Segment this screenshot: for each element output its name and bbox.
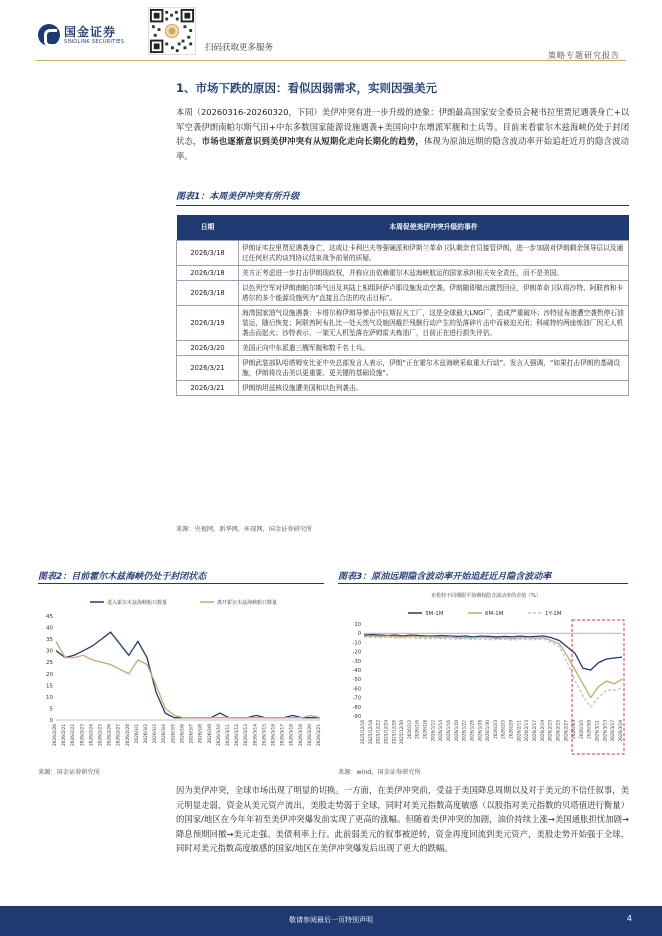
x-tick-label: 2026/3/6 [180, 724, 186, 744]
logo-cn: 国金证券 [64, 24, 117, 39]
fig1-title: 图表1：本周美伊冲突有所升级 [176, 192, 300, 202]
x-tick-label: 2026/3/4 [162, 724, 168, 744]
x-tick-label: 2026/1/30 [485, 720, 491, 742]
row-date: 2026/3/21 [177, 380, 239, 395]
y-tick-label: -40 [352, 668, 361, 674]
fig2-rule [38, 583, 324, 584]
y-tick-label: 15 [46, 683, 53, 690]
report-type: 策略专题研究报告 [548, 51, 620, 60]
x-tick-label: 2026/1/20 [453, 720, 459, 742]
x-tick-label: 2026/3/1 [134, 724, 140, 744]
legend-label: 6M-1M [485, 611, 504, 617]
chart-subtitle: 布伦特不同期限平值期权隐含波动率的差值（%） [431, 593, 541, 599]
fig1-source: 来源：央视网，新华网，环球网，国金证券研究所 [176, 526, 313, 533]
row-event: 伊朗武装部队哈塔姆安比亚中央总部发言人表示，伊朗“正在霍尔木兹海峡采取重大行动”。发言人强调，“如果打击伊朗的基础设施，伊朗将攻击美以更重要、更关键的基础设施”。 [239, 355, 629, 380]
section-title: 1、市场下跌的原因：看似因弱需求，实则因强美元 [176, 81, 437, 95]
col-event-header: 本周促使美伊冲突升级的事件 [239, 215, 629, 240]
series-line-3m-1m [364, 635, 622, 670]
x-tick-label: 2025/12/16 [360, 720, 365, 745]
x-tick-label: 2026/3/11 [594, 720, 600, 742]
x-tick-label: 2026/3/18 [289, 724, 295, 747]
qr-hint: 扫码获取更多服务 [205, 43, 274, 53]
disclaimer-link[interactable]: 敬请参阅最后一页特别声明 [289, 916, 373, 924]
y-tick-label: -80 [352, 704, 361, 711]
fig3-title: 图表3：原油远期隐含波动率开始追赶近月隐含波动率 [338, 572, 552, 582]
row-date: 2026/3/18 [177, 280, 239, 305]
x-tick-label: 2026/3/3 [571, 720, 577, 739]
company-logo [38, 24, 124, 46]
y-tick-label: 30 [46, 648, 53, 655]
x-tick-label: 2026/1/28 [477, 720, 483, 742]
row-event: 伊朗证实拉里贾尼遇袭身亡，这或让卡利巴夫等强硬派和伊斯兰革命卫队剩余官员接管伊朗，进一步加剧对伊朗剩余领导层以及通过任何形式的谈判协议结束战争前景的质疑。 [239, 240, 629, 265]
x-tick-label: 2026/2/23 [80, 724, 86, 747]
x-tick-label: 2026/1/16 [446, 720, 451, 742]
x-tick-label: 2026/1/12 [430, 720, 436, 742]
x-tick-label: 2025/12/24 [383, 720, 389, 745]
x-tick-label: 2026/1/6 [414, 720, 420, 739]
col-date-header: 日期 [177, 215, 239, 240]
x-tick-label: 2026/1/8 [422, 720, 428, 739]
x-tick-label: 2026/1/14 [438, 720, 444, 742]
x-tick-label: 2026/3/5 [171, 724, 177, 744]
y-tick-label: -20 [352, 649, 361, 656]
y-tick-label: 45 [46, 614, 53, 620]
x-tick-label: 2025/12/18 [367, 720, 373, 745]
y-tick-label: 10 [46, 694, 53, 701]
table-row [177, 340, 629, 355]
x-tick-label: 2026/2/27 [116, 724, 122, 747]
row-event: 海湾国家油气设施遇袭：卡塔尔称伊朗导弹击中拉斯拉凡工厂，这是全球最大LNG厂，造成严重破坏；沙特延布港遭空袭暂停石油装运，随后恢复；阿联酋阿布扎比一处天然气设施因截拦残骸行动产生的坠落碎片击中而被迫关闭；科威特的两座炼油厂因无人机袭击而起火；沙特表示，一架无人机坠落在萨姆雷夫炼油厂，目前正在进行损失评估。 [239, 305, 629, 340]
logo-icon [38, 24, 60, 46]
x-tick-label: 2026/3/17 [610, 720, 616, 742]
x-tick-label: 2026/2/24 [89, 724, 95, 747]
hormuz-ship-chart [38, 588, 328, 758]
x-tick-label: 2026/2/23 [547, 720, 553, 742]
header-divider [36, 60, 626, 61]
events-table-header [177, 215, 629, 240]
events-table [176, 215, 629, 396]
table-row [177, 280, 629, 305]
table-row [177, 240, 629, 265]
table-row [177, 265, 629, 280]
intro-text-bold: 市场也逐渐意识到美伊冲突有从短期化走向长期化的趋势， [201, 136, 424, 147]
row-date: 2026/3/18 [177, 265, 239, 280]
x-tick-label: 2026/3/10 [216, 724, 222, 747]
x-tick-label: 2026/3/15 [262, 724, 268, 747]
x-tick-label: 2026/3/21 [317, 724, 322, 747]
x-tick-label: 2026/2/3 [492, 720, 498, 739]
row-date: 2026/3/21 [177, 355, 239, 380]
series-line-6m-1m [364, 636, 622, 698]
x-tick-label: 2026/3/7 [189, 724, 195, 744]
y-tick-label: 0 [357, 631, 361, 638]
fig2-source: 来源：国金证券研究所 [38, 769, 100, 776]
y-tick-label: 40 [46, 625, 53, 632]
x-tick-label: 2026/3/9 [207, 724, 213, 744]
x-tick-label: 2026/2/28 [125, 724, 131, 747]
logo-en: SINOLINK SECURITIES [64, 38, 125, 45]
series-line-out [56, 641, 320, 717]
x-tick-label: 2026/3/12 [235, 724, 241, 747]
x-tick-label: 2026/2/11 [516, 720, 522, 742]
x-tick-label: 2026/3/13 [602, 720, 608, 742]
y-tick-label: 5 [49, 706, 53, 713]
series-line-in [56, 632, 320, 718]
x-tick-label: 2026/2/25 [98, 724, 104, 747]
x-tick-label: 2026/2/17 [532, 720, 537, 742]
row-event: 伊朗纳坦兹核设施遭美国和以色列袭击。 [239, 380, 629, 395]
legend-label: 离开霍尔木兹海峡船只数量 [217, 600, 278, 606]
x-tick-label: 2026/2/21 [62, 724, 68, 747]
x-tick-label: 2026/2/5 [500, 720, 506, 739]
x-tick-label: 2025/12/30 [399, 720, 405, 745]
x-tick-label: 2026/3/16 [271, 724, 277, 747]
x-tick-label: 2026/3/5 [578, 720, 584, 739]
qr-code-icon[interactable] [148, 7, 196, 55]
x-tick-label: 2026/2/13 [524, 720, 530, 742]
x-tick-label: 2026/2/26 [107, 724, 113, 747]
page-number: 4 [626, 914, 632, 923]
x-tick-label: 2026/3/19 [298, 724, 304, 747]
y-tick-label: -10 [352, 640, 361, 647]
row-event: 美国正向中东派遣三艘军舰和数千名士兵。 [239, 340, 629, 355]
x-tick-label: 2026/2/22 [71, 724, 77, 747]
x-tick-label: 2025/12/26 [391, 720, 397, 745]
y-tick-label: 35 [46, 637, 53, 644]
y-tick-label: 25 [46, 660, 53, 667]
row-date: 2026/3/19 [177, 305, 239, 340]
x-tick-label: 2026/3/20 [307, 724, 313, 747]
x-tick-label: 2026/1/22 [461, 720, 467, 742]
y-tick-label: -90 [352, 714, 361, 720]
x-tick-label: 2026/2/9 [508, 720, 514, 739]
fig3-source: 来源：wind，国金证券研究所 [338, 769, 421, 776]
y-tick-label: -50 [352, 677, 361, 684]
x-tick-label: 2026/2/25 [555, 720, 561, 742]
x-tick-label: 2026/3/19 [618, 720, 623, 742]
intro-text-a: 本周（20260316-20260320，下同）美伊冲突有进一步升级的迹象：伊朗最高国家安全委员会秘书拉里贾尼遇袭身亡+以军空袭伊朗南帕尔斯气田+中东多数国家能源设施遇袭+美国向中东增派军舰和士兵等。目前来看霍尔木兹海峡仍处于封闭状态， [176, 107, 629, 147]
y-tick-label: -30 [352, 658, 361, 665]
row-date: 2026/3/20 [177, 340, 239, 355]
page-header [0, 0, 662, 64]
x-tick-label: 2026/1/2 [406, 720, 412, 739]
series-line-1y-1m [364, 637, 622, 707]
fig3-rule [338, 583, 628, 584]
table-row [177, 355, 629, 380]
intro-paragraph [176, 105, 629, 163]
y-tick-label: -60 [352, 686, 361, 693]
x-tick-label: 2026/2/20 [53, 724, 58, 747]
x-tick-label: 2025/12/22 [375, 720, 381, 745]
intro-text-c: 体现为原油远期的隐含波动率开始追赶近月的隐含波动率。 [176, 136, 629, 161]
x-tick-label: 2026/3/9 [586, 720, 592, 739]
row-event: 美方正考虑进一步打击伊朗现政权，并称应由依赖霍尔木兹海峡航运的国家承担相关安全责任，而不是美国。 [239, 265, 629, 280]
x-tick-label: 2026/2/19 [539, 720, 545, 742]
x-tick-label: 2026/1/26 [469, 720, 475, 742]
x-tick-label: 2026/3/11 [225, 724, 231, 747]
oil-iv-chart [338, 588, 630, 758]
y-tick-label: -70 [352, 695, 361, 702]
x-tick-label: 2026/3/13 [244, 724, 250, 747]
y-tick-label: 0 [49, 718, 53, 724]
page-footer [0, 906, 662, 936]
y-tick-label: 20 [46, 671, 53, 678]
legend-label: 1Y-1M [545, 611, 562, 617]
x-tick-label: 2026/3/8 [198, 724, 204, 744]
row-event: 以色列空军对伊朗南帕尔斯气田及其陆上相组阿萨卢耶设施发动空袭。伊朗随即做出激烈回应，伊朗革命卫队将沙特、阿联酋和卡塔尔的多个能源设施列为“直接且合法的攻击目标”。 [239, 280, 629, 305]
x-tick-label: 2026/3/2 [144, 724, 150, 744]
table-row [177, 305, 629, 340]
closing-paragraph: 因为美伊冲突，全球市场出现了明显的切换。一方面，在美伊冲突前，受益于美国降息周期以及对于美元的不信任叙事，美元明显走弱，资金从美元资产流出，美股走势弱于全球，同时对美元指数高度敏感（以股指对美元指数的贝塔值进行衡量）的国家/地区在今年年初至美伊冲突爆发前实现了更高的涨幅。但随着美伊冲突的加剧，油价持续上涨→美国通胀担忧加剧→降息预期回撤→美元走强、美债利率上行。此前弱美元的叙事被逆转，资金再度回流到美元资产，美股走势开始强于全球，同时对美元指数高度敏感的国家/地区在美伊冲突爆发后出现了更大的跌幅。 [176, 785, 629, 854]
y-tick-label: 10 [354, 622, 361, 628]
legend-label: 进入霍尔木兹海峡船只数量 [107, 600, 168, 606]
row-date: 2026/3/18 [177, 240, 239, 265]
x-tick-label: 2026/3/3 [153, 724, 159, 744]
x-tick-label: 2026/2/27 [563, 720, 569, 742]
x-tick-label: 2026/3/17 [280, 724, 286, 747]
legend-label: 3M-1M [425, 611, 444, 617]
x-tick-label: 2026/3/14 [253, 724, 259, 747]
fig1-rule [176, 205, 629, 206]
table-row [177, 380, 629, 395]
fig2-title: 图表2：目前霍尔木兹海峡仍处于封闭状态 [38, 572, 207, 582]
